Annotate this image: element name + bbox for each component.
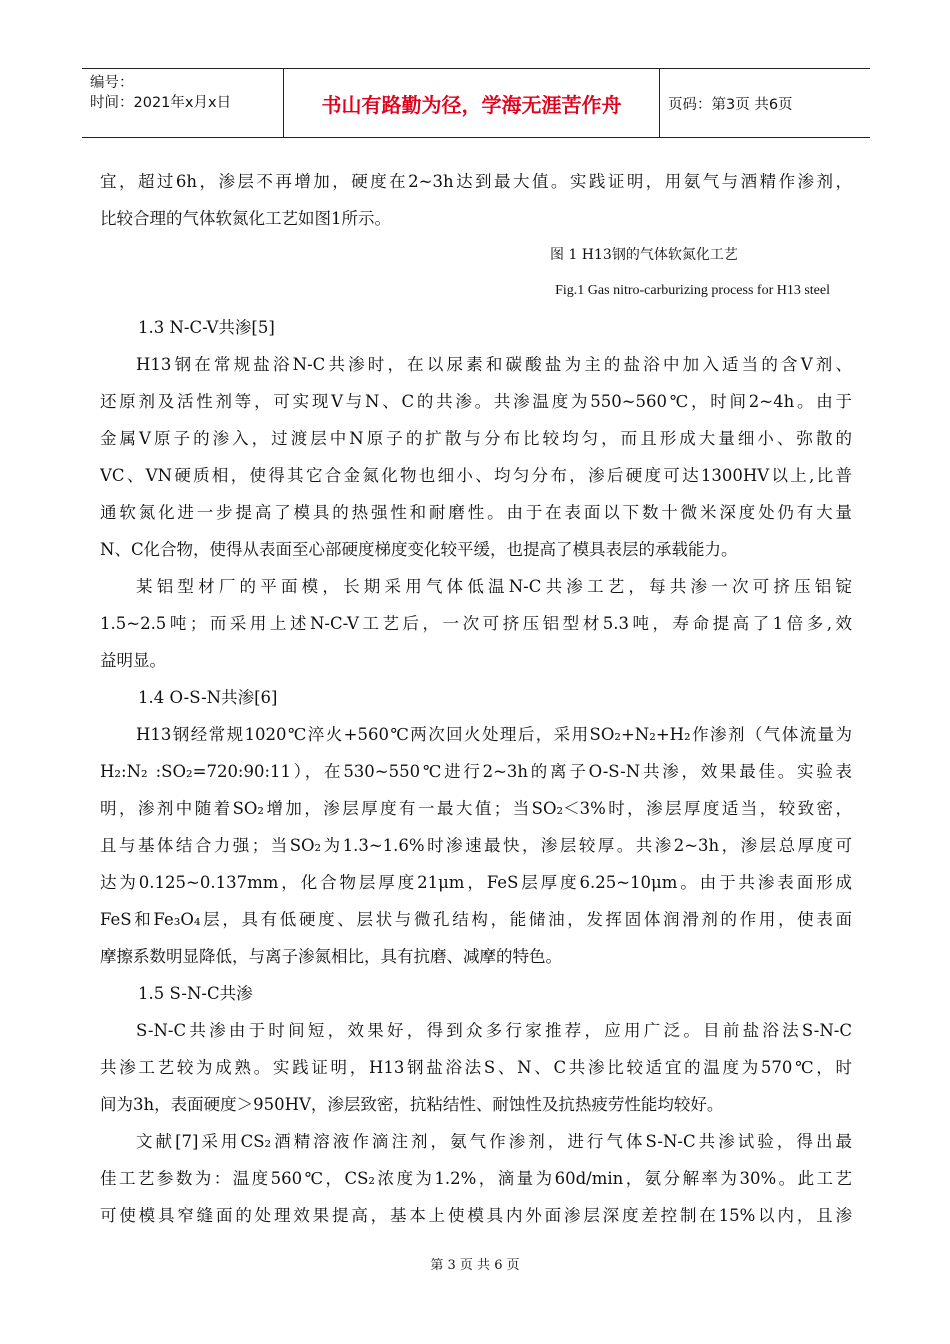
page-header: [82, 68, 870, 138]
figure-caption-en: Fig.1 Gas nitro-carburizing process for H13 steel: [555, 283, 830, 298]
number-label: 编号：: [90, 75, 134, 91]
text-line: H13钢经常规1020℃淬火+560℃两次回火处理后，采用SO₂+N₂+H₂作渗剂（气体流量为: [136, 725, 852, 744]
text-line: 可使模具窄缝面的处理效果提高，基本上使模具内外面渗层深度差控制在15%以内，且渗: [100, 1206, 852, 1225]
text-line: FeS和Fe₃O₄层，具有低硬度、层状与微孔结构，能储油，发挥固体润滑剂的作用，使表面: [100, 910, 852, 929]
header-meta: [90, 73, 231, 113]
header-page-info: 页码：第3页 共6页: [668, 96, 793, 113]
text-line: 摩擦系数明显降低，与离子渗氮相比，具有抗磨、减摩的特色。: [100, 947, 562, 966]
page-footer: 第 3 页 共 6 页: [430, 1258, 520, 1273]
text-line: 1.5~2.5吨；而采用上述N-C-V工艺后，一次可挤压铝型材5.3吨，寿命提高了1倍多,效: [100, 614, 852, 633]
section-heading: 1.3 N-C-V共渗[5]: [138, 318, 275, 337]
text-line: 益明显。: [100, 651, 166, 670]
text-line: S-N-C共渗由于时间短，效果好，得到众多行家推荐，应用广泛。目前盐浴法S-N-C: [136, 1021, 852, 1040]
text-line: N、C化合物，使得从表面至心部硬度梯度变化较平缓，也提高了模具表层的承载能力。: [100, 540, 738, 559]
figure-caption-cn: 图 1 H13钢的气体软氮化工艺: [550, 247, 738, 263]
text-line: 文献[7]采用CS₂酒精溶液作滴注剂，氨气作渗剂，进行气体S-N-C共渗试验，得出最: [136, 1132, 852, 1151]
text-line: 间为3h，表面硬度＞950HV，渗层致密，抗粘结性、耐蚀性及抗热疲劳性能均较好。: [100, 1095, 724, 1114]
section-heading: 1.4 O-S-N共渗[6]: [138, 688, 278, 707]
text-line: VC、VN硬质相，使得其它合金氮化物也细小、均匀分布，渗后硬度可达1300HV以上,比普: [100, 466, 852, 485]
text-line: 达为0.125~0.137mm，化合物层厚度21μm，FeS层厚度6.25~10μm。由于共渗表面形成: [100, 873, 852, 892]
header-divider: [659, 69, 660, 137]
text-line: 还原剂及活性剂等，可实现V与N、C的共渗。共渗温度为550~560℃，时间2~4h。由于: [100, 392, 852, 411]
text-line: 宜，超过6h，渗层不再增加，硬度在2~3h达到最大值。实践证明，用氨气与酒精作渗剂，: [100, 172, 852, 191]
text-line: H13钢在常规盐浴N-C共渗时，在以尿素和碳酸盐为主的盐浴中加入适当的含V剂、: [136, 355, 852, 374]
text-line: H₂:N₂ :SO₂=720:90:11），在530~550℃进行2~3h的离子O-S-N共渗，效果最佳。实验表: [100, 762, 852, 781]
text-line: 比较合理的气体软氮化工艺如图1所示。: [100, 209, 391, 228]
text-line: 且与基体结合力强；当SO₂为1.3~1.6%时渗速最快，渗层较厚。共渗2~3h，渗层总厚度可: [100, 836, 852, 855]
text-line: 通软氮化进一步提高了模具的热强性和耐磨性。由于在表面以下数十微米深度处仍有大量: [100, 503, 852, 522]
time-label: 时间：2021年x月x日: [90, 95, 232, 111]
text-line: 佳工艺参数为：温度560℃，CS₂浓度为1.2%，滴量为60d/min，氨分解率为30%。此工艺: [100, 1169, 852, 1188]
header-motto: 书山有路勤为径，学海无涯苦作舟: [321, 92, 622, 117]
document-body: [100, 163, 852, 1234]
text-line: 明，渗剂中随着SO₂增加，渗层厚度有一最大值；当SO₂＜3%时，渗层厚度适当，较致密，: [100, 799, 852, 818]
section-heading: 1.5 S-N-C共渗: [138, 984, 253, 1003]
text-line: 某铝型材厂的平面模，长期采用气体低温N-C共渗工艺，每共渗一次可挤压铝锭: [136, 577, 852, 596]
text-line: 共渗工艺较为成熟。实践证明，H13钢盐浴法S、N、C共渗比较适宜的温度为570℃，时: [100, 1058, 852, 1077]
text-line: 金属V原子的渗入，过渡层中N原子的扩散与分布比较均匀，而且形成大量细小、弥散的: [100, 429, 852, 448]
